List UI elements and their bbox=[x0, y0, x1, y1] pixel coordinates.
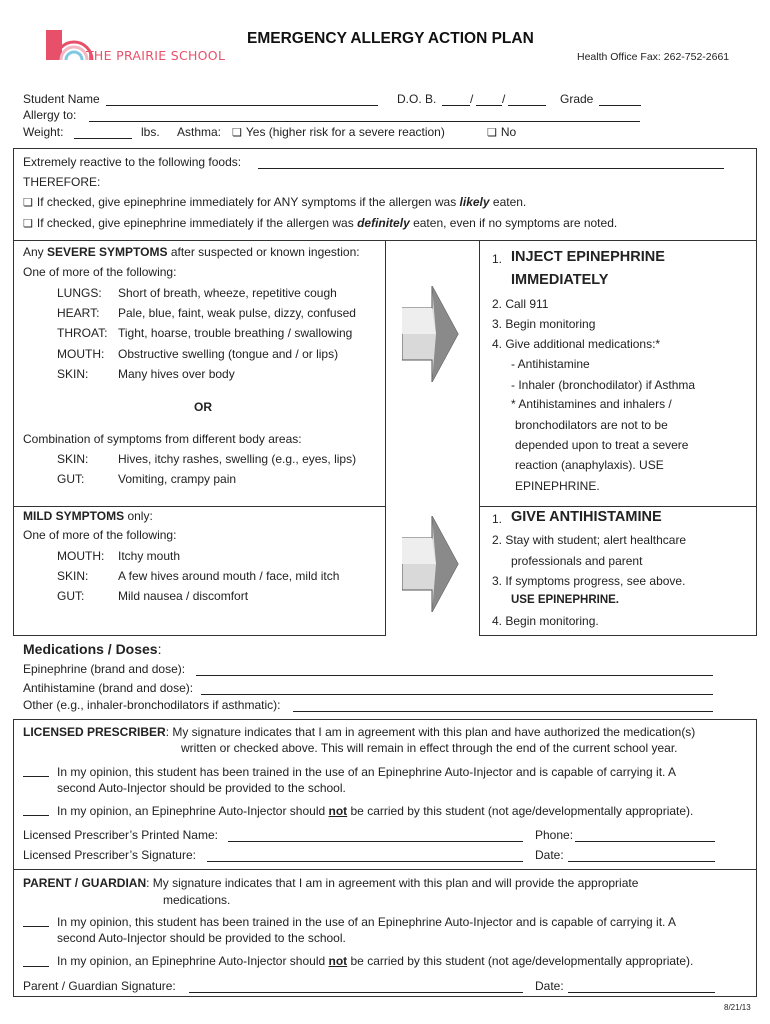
severe-action-line: - Inhaler (bronchodilator) if Asthma bbox=[511, 378, 696, 392]
weight-field[interactable] bbox=[74, 138, 132, 139]
student-name-field[interactable] bbox=[106, 105, 378, 106]
weight-label: Weight: bbox=[23, 125, 64, 139]
severe-action-line: bronchodilators are not to be bbox=[515, 418, 668, 432]
guardian-opinion1-cont: second Auto-Injector should be provided to the school. bbox=[57, 931, 346, 945]
asthma-no-option[interactable] bbox=[487, 125, 516, 139]
mild-action-line: 3. If symptoms progress, see above. bbox=[492, 574, 686, 588]
medications-title-text: Medications / Doses bbox=[23, 641, 158, 657]
severe-action-line: depended upon to treat a severe bbox=[515, 438, 689, 452]
mild-symptoms-heading: MILD SYMPTOMS bbox=[23, 509, 125, 523]
definitely-option-text: If checked, give epinephrine immediately if the allergen was bbox=[36, 216, 358, 230]
symptom-value: Vomiting, crampy pain bbox=[118, 472, 237, 486]
severe-action-line: * Antihistamines and inhalers / bbox=[511, 397, 672, 411]
medications-title bbox=[23, 641, 161, 657]
antihistamine-dose-label: Antihistamine (brand and dose): bbox=[23, 681, 194, 695]
allergy-label: Allergy to: bbox=[23, 108, 77, 122]
prescriber-opinion2-check[interactable] bbox=[23, 815, 49, 816]
medications-title-colon: : bbox=[157, 641, 162, 657]
logo-text: THE PRAIRIE SCHOOL bbox=[86, 48, 226, 63]
give-antihistamine-heading: GIVE ANTIHISTAMINE bbox=[511, 509, 662, 525]
guardian-label: PARENT / GUARDIAN bbox=[23, 876, 147, 890]
symptom-key: GUT: bbox=[57, 472, 85, 486]
symptom-value: Obstructive swelling (tongue and / or lips) bbox=[118, 347, 339, 361]
school-logo bbox=[40, 24, 230, 66]
definitely-option-end: eaten, even if no symptoms are noted. bbox=[409, 216, 618, 230]
prescriber-opinion2-text: be carried by this student (not age/developmentally appropriate). bbox=[347, 804, 694, 818]
prescriber-signature-field[interactable] bbox=[207, 861, 523, 862]
guardian-opinion1-check[interactable] bbox=[23, 926, 49, 927]
checkbox-icon[interactable]: ❏ bbox=[487, 127, 497, 139]
severe-action-line: 2. Call 911 bbox=[492, 297, 549, 311]
severe-action-line: 3. Begin monitoring bbox=[492, 317, 596, 331]
guardian-opinion2-check[interactable] bbox=[23, 966, 49, 967]
asthma-label: Asthma: bbox=[177, 125, 222, 139]
asthma-yes-label: Yes (higher risk for a severe reaction) bbox=[245, 125, 445, 139]
form-version: 8/21/13 bbox=[724, 1003, 751, 1012]
inject-epinephrine-heading-cont: IMMEDIATELY bbox=[511, 272, 609, 288]
guardian-statement bbox=[23, 876, 638, 890]
prescriber-opinion1-check[interactable] bbox=[23, 776, 49, 777]
mild-one-or-more: One of more of the following: bbox=[23, 528, 177, 542]
prescriber-name-field[interactable] bbox=[228, 841, 523, 842]
symptom-key: LUNGS: bbox=[57, 286, 102, 300]
prescriber-name-label: Licensed Prescriber’s Printed Name: bbox=[23, 828, 218, 842]
guardian-opinion2-text: In my opinion, an Epinephrine Auto-Injector should bbox=[57, 954, 329, 968]
grade-field[interactable] bbox=[599, 105, 641, 106]
dob-separator: / bbox=[470, 92, 474, 106]
severe-intro-text: Any bbox=[23, 245, 48, 259]
mild-intro-text: only: bbox=[124, 509, 153, 523]
guardian-statement-cont: medications. bbox=[163, 893, 231, 907]
definitely-emphasis: definitely bbox=[357, 216, 410, 230]
mild-action-line: professionals and parent bbox=[511, 554, 643, 568]
symptom-key: SKIN: bbox=[57, 367, 89, 381]
lbs-label: lbs. bbox=[141, 125, 160, 139]
likely-option-text: If checked, give epinephrine immediately for ANY symptoms if the allergen was bbox=[36, 195, 460, 209]
likely-option-end: eaten. bbox=[489, 195, 527, 209]
mild-action-line: 4. Begin monitoring. bbox=[492, 614, 599, 628]
severe-action-line: EPINEPHRINE. bbox=[515, 479, 600, 493]
checkbox-icon[interactable]: ❏ bbox=[232, 127, 242, 139]
action-number: 1. bbox=[492, 252, 503, 266]
guardian-signature-field[interactable] bbox=[189, 992, 523, 993]
severe-intro bbox=[23, 245, 360, 259]
prescriber-opinion1-cont: second Auto-Injector should be provided to the school. bbox=[57, 781, 346, 795]
symptom-key: SKIN: bbox=[57, 569, 89, 583]
dob-day-field[interactable] bbox=[476, 105, 502, 106]
therefore-label: THEREFORE: bbox=[23, 175, 101, 189]
guardian-date-field[interactable] bbox=[568, 992, 715, 993]
guardian-signature-label: Parent / Guardian Signature: bbox=[23, 979, 176, 993]
symptom-key: MOUTH: bbox=[57, 347, 105, 361]
guardian-opinion2-text: be carried by this student (not age/developmentally appropriate). bbox=[347, 954, 694, 968]
guardian-date-label: Date: bbox=[535, 979, 564, 993]
prescriber-phone-field[interactable] bbox=[575, 841, 715, 842]
other-medication-field[interactable] bbox=[293, 711, 713, 712]
dob-month-field[interactable] bbox=[442, 105, 470, 106]
health-office-fax: Health Office Fax: 262-752-2661 bbox=[577, 51, 730, 63]
prescriber-date-label: Date: bbox=[535, 848, 564, 862]
epinephrine-dose-field[interactable] bbox=[196, 675, 713, 676]
symptom-key: GUT: bbox=[57, 589, 85, 603]
symptom-value: Pale, blue, faint, weak pulse, dizzy, confused bbox=[118, 306, 356, 320]
prescriber-label: LICENSED PRESCRIBER bbox=[23, 725, 166, 739]
severe-symptoms-heading: SEVERE SYMPTOMS bbox=[47, 245, 168, 259]
severe-intro-text: after suspected or known ingestion: bbox=[167, 245, 360, 259]
not-emphasis: not bbox=[328, 954, 348, 968]
guardian-opinion2 bbox=[57, 954, 693, 968]
symptom-value: Hives, itchy rashes, swelling (e.g., eyes, lips) bbox=[118, 452, 357, 466]
prescriber-opinion1: In my opinion, this student has been trained in the use of an Epinephrine Auto-Injector and is capable of carrying it. A bbox=[57, 765, 677, 779]
mild-intro bbox=[23, 509, 153, 523]
reactive-foods-label: Extremely reactive to the following foods: bbox=[23, 155, 242, 169]
or-separator: OR bbox=[194, 400, 212, 414]
prescriber-opinion2 bbox=[57, 804, 693, 818]
guardian-opinion1: In my opinion, this student has been trained in the use of an Epinephrine Auto-Injector and is capable of carrying it. A bbox=[57, 915, 677, 929]
symptom-value: Many hives over body bbox=[118, 367, 235, 381]
prescriber-statement bbox=[23, 725, 695, 739]
symptom-value: Short of breath, wheeze, repetitive cough bbox=[118, 286, 337, 300]
symptom-value: A few hives around mouth / face, mild itch bbox=[118, 569, 340, 583]
symptom-value: Mild nausea / discomfort bbox=[118, 589, 249, 603]
arrow-right-icon bbox=[402, 286, 460, 382]
prescriber-statement-text: : My signature indicates that I am in agreement with this plan and have authorized the medication(s) bbox=[165, 725, 696, 739]
not-emphasis: not bbox=[328, 804, 348, 818]
definitely-option[interactable] bbox=[23, 216, 617, 230]
inject-epinephrine-heading: INJECT EPINEPHRINE bbox=[511, 249, 665, 265]
reactive-foods-field[interactable] bbox=[258, 168, 724, 169]
severe-one-or-more: One of more of the following: bbox=[23, 265, 177, 279]
symptom-key: HEART: bbox=[57, 306, 100, 320]
likely-emphasis: likely bbox=[459, 195, 490, 209]
likely-option[interactable] bbox=[23, 195, 526, 209]
prescriber-phone-label: Phone: bbox=[535, 828, 574, 842]
allergy-field[interactable] bbox=[89, 121, 640, 122]
prescriber-opinion2-text: In my opinion, an Epinephrine Auto-Injector should bbox=[57, 804, 329, 818]
epinephrine-dose-label: Epinephrine (brand and dose): bbox=[23, 662, 186, 676]
mild-action-line: 2. Stay with student; alert healthcare bbox=[492, 533, 687, 547]
student-name-label: Student Name bbox=[23, 92, 100, 106]
prescriber-signature-label: Licensed Prescriber’s Signature: bbox=[23, 848, 196, 862]
action-number: 1. bbox=[492, 512, 503, 526]
severe-action-line: - Antihistamine bbox=[511, 357, 590, 371]
asthma-no-label: No bbox=[500, 125, 517, 139]
antihistamine-dose-field[interactable] bbox=[201, 694, 713, 695]
symptom-key: THROAT: bbox=[57, 326, 108, 340]
dob-label: D.O. B. bbox=[397, 92, 437, 106]
other-medication-label: Other (e.g., inhaler-bronchodilators if asthmatic): bbox=[23, 698, 281, 712]
mild-action-line: USE EPINEPHRINE. bbox=[511, 594, 619, 606]
arrow-right-icon bbox=[402, 516, 460, 612]
guardian-statement-text: : My signature indicates that I am in agreement with this plan and will provide the appropriate bbox=[146, 876, 639, 890]
combination-label: Combination of symptoms from different body areas: bbox=[23, 432, 302, 446]
asthma-yes-option[interactable] bbox=[232, 125, 445, 139]
dob-year-field[interactable] bbox=[508, 105, 546, 106]
symptom-key: SKIN: bbox=[57, 452, 89, 466]
severe-action-line: 4. Give additional medications:* bbox=[492, 337, 661, 351]
checkbox-icon[interactable]: ❏ bbox=[23, 197, 33, 209]
symptom-value: Itchy mouth bbox=[118, 549, 181, 563]
symptom-value: Tight, hoarse, trouble breathing / swallowing bbox=[118, 326, 353, 340]
checkbox-icon[interactable]: ❏ bbox=[23, 218, 33, 230]
page-title: EMERGENCY ALLERGY ACTION PLAN bbox=[247, 30, 534, 47]
severe-action-line: reaction (anaphylaxis). USE bbox=[515, 458, 664, 472]
dob-separator: / bbox=[502, 92, 506, 106]
symptom-key: MOUTH: bbox=[57, 549, 105, 563]
prescriber-statement-cont: written or checked above. This will remain in effect through the end of the current school year. bbox=[181, 741, 678, 755]
prescriber-date-field[interactable] bbox=[568, 861, 715, 862]
grade-label: Grade bbox=[560, 92, 594, 106]
